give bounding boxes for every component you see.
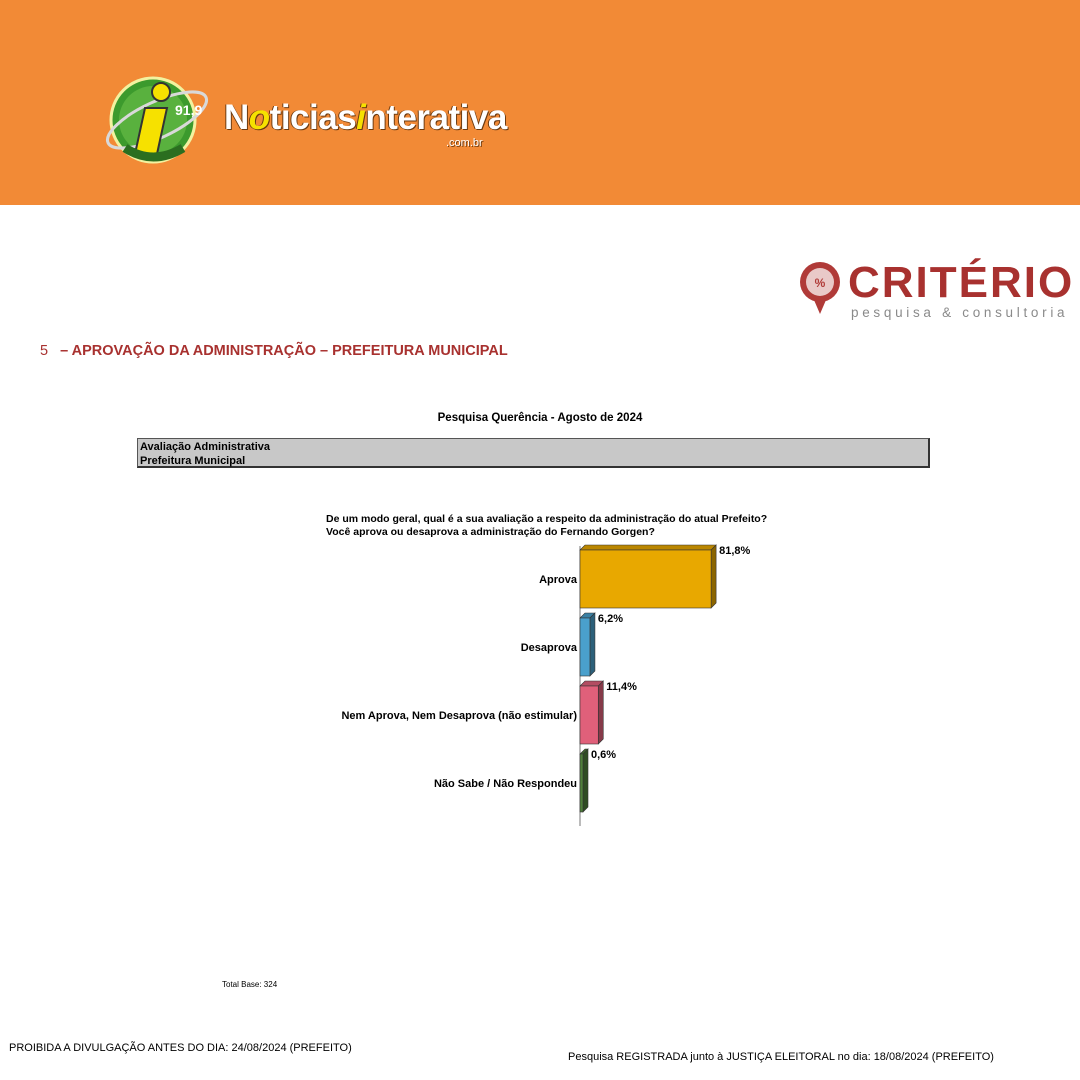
- category-label: Aprova: [539, 574, 577, 586]
- survey-title: Pesquisa Querência - Agosto de 2024: [437, 412, 643, 424]
- data-label: 6,2%: [597, 613, 624, 625]
- survey-question: [326, 513, 767, 539]
- question-line1: De um modo geral, qual é a sua avaliação a respeito da administração do atual Prefeito?: [326, 513, 768, 525]
- bar-side-face: [711, 545, 716, 608]
- brand-name: Noticiasinterativa: [224, 98, 507, 137]
- section-title: [40, 343, 508, 359]
- svg-text:%: %: [814, 276, 826, 290]
- total-base-note: Total Base: 324: [222, 980, 278, 989]
- bar: [580, 550, 711, 608]
- bar-top-face: [580, 545, 716, 550]
- bar-side-face: [590, 613, 595, 676]
- criterio-seal-logo-icon: [798, 260, 842, 316]
- section-number: 5: [40, 343, 49, 359]
- evaluation-header-box: [137, 438, 930, 468]
- category-label: Desaprova: [520, 642, 577, 654]
- release-date-notice: PROIBIDA A DIVULGAÇÃO ANTES DO DIA: 24/08/2024 (PREFEITO): [9, 1042, 352, 1054]
- brand-domain: .com.br: [446, 137, 483, 149]
- bar: [580, 754, 583, 812]
- bar-side-face: [583, 749, 588, 812]
- section-title-text: – APROVAÇÃO DA ADMINISTRAÇÃO – PREFEITURA MUNICIPAL: [60, 343, 508, 359]
- bar: [580, 618, 590, 676]
- bar: [580, 686, 598, 744]
- category-label: Não Sabe / Não Respondeu: [433, 778, 577, 790]
- top-banner: [0, 0, 1080, 205]
- registration-notice: Pesquisa REGISTRADA junto à JUSTIÇA ELEITORAL no dia: 18/08/2024 (PREFEITO): [568, 1051, 994, 1063]
- research-brand-name: CRITÉRIO: [848, 258, 1075, 307]
- category-label: Nem Aprova, Nem Desaprova (não estimular): [341, 710, 577, 722]
- approval-bar-chart: [300, 540, 760, 830]
- header-box-line2: Prefeitura Municipal: [140, 455, 246, 467]
- question-line2: Você aprova ou desaprova a administração do Fernando Gorgen?: [326, 526, 655, 538]
- svg-text:91,9: 91,9: [175, 102, 203, 118]
- radio-globe-logo-icon: [105, 70, 215, 170]
- research-brand-tagline: pesquisa & consultoria: [851, 305, 1069, 320]
- data-label: 0,6%: [591, 749, 617, 761]
- data-label: 11,4%: [606, 681, 637, 693]
- bar-side-face: [598, 681, 603, 744]
- header-box-line1: Avaliação Administrativa: [140, 441, 271, 453]
- data-label: 81,8%: [719, 545, 751, 557]
